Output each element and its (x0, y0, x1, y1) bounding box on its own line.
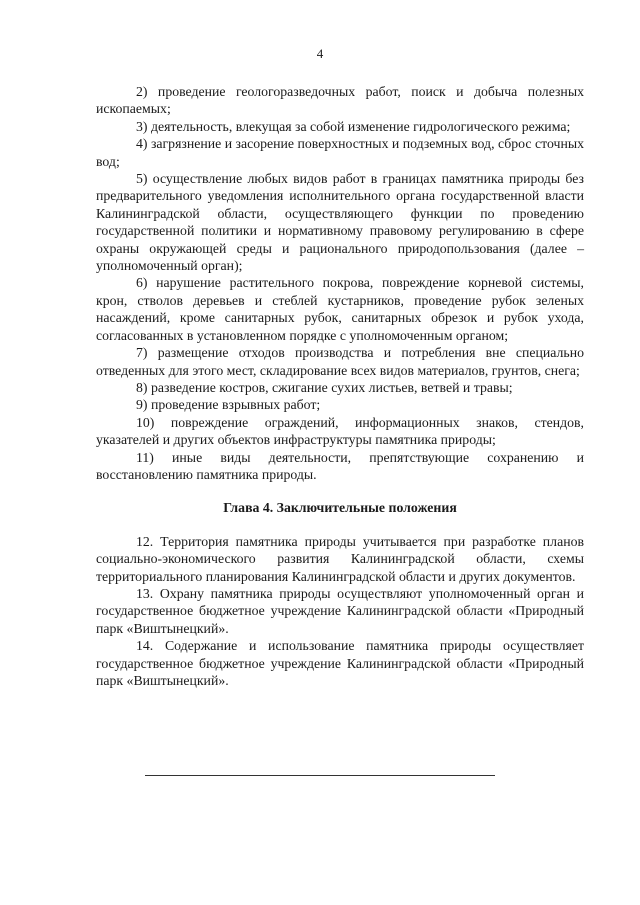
closing-rule (145, 775, 495, 776)
final-paragraph: 12. Территория памятника природы учитывается при разработке планов социально-экономического развития Калининградской области, схемы территориального планирования Калининградской области и других документов. (96, 533, 584, 584)
list-item: 9) проведение взрывных работ; (136, 397, 321, 413)
page-number: 4 (316, 46, 324, 61)
list-item: 11) иные виды деятельности, препятствующие сохранению и восстановлению памятника природы. (96, 449, 584, 482)
chapter-title: Глава 4. Заключительные положения (223, 500, 457, 516)
list-item: 3) деятельность, влекущая за собой изменение гидрологического режима; (136, 118, 571, 134)
list-item: 2) проведение геологоразведочных работ, поиск и добыча полезных ископаемых; (96, 84, 584, 117)
list-item: 7) размещение отходов производства и потребления вне специально отведенных для этого мест, складирование всех видов материалов, грунтов, снега; (96, 345, 584, 378)
list-item: 4) загрязнение и засорение поверхностных и подземных вод, сброс сточных вод; (96, 136, 585, 169)
list-item: 6) нарушение растительного покрова, повреждение корневой системы, крон, стволов деревьев и стеблей кустарников, проведение рубок зеленых насаждений, кроме санитарных рубок, санитарных обрезок и рубок ухода, согласованных в установленном порядке с уполномоченным органом; (96, 275, 584, 343)
list-item: 8) разведение костров, сжигание сухих листьев, ветвей и травы; (136, 379, 513, 395)
final-paragraph: 13. Охрану памятника природы осуществляют уполномоченный орган и государственное бюджетное учреждение Калининградской области «Природный парк «Виштынецкий». (96, 585, 584, 636)
document-body (96, 83, 584, 689)
final-paragraph: 14. Содержание и использование памятника природы осуществляет государственное бюджетное учреждение Калининградской области «Природный парк «Виштынецкий». (96, 638, 584, 688)
list-item: 10) повреждение ограждений, информационных знаков, стендов, указателей и других объектов инфраструктуры памятника природы; (96, 414, 584, 448)
list-item: 5) осуществление любых видов работ в границах памятника природы без предварительного уведомления исполнительного органа государственной власти Калининградской области, осуществляющего функции по проведению государственной политики и нормативному правовому регулированию в сфере охраны окружающей среды и рационального природопользования (далее – уполномоченный орган); (96, 171, 584, 274)
